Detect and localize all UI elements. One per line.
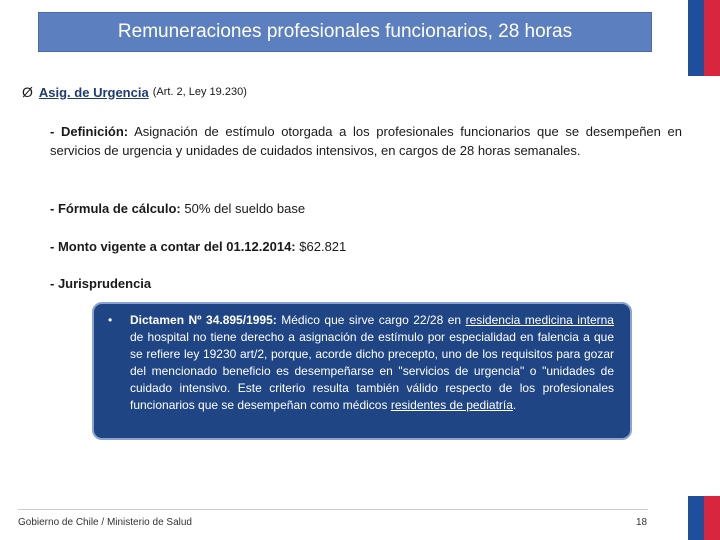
formula-label: - Fórmula de cálculo:: [50, 201, 181, 216]
dictamen-box: [92, 302, 632, 440]
monto-label: - Monto vigente a contar del 01.12.2014:: [50, 239, 296, 254]
definition-prefix: - Definición:: [50, 124, 129, 139]
jurisprudencia-heading: [50, 276, 151, 291]
main-point-label: Asig. de Urgencia: [38, 84, 149, 100]
formula-value: 50% del sueldo base: [184, 201, 306, 216]
page-number: 18: [636, 517, 648, 528]
slide-title: Remuneraciones profesionales funcionarios, 28 horas: [38, 12, 652, 52]
arrow-bullet-icon: Ø: [22, 84, 33, 100]
flag-red-stripe: [704, 0, 720, 76]
jurisprudencia-label: - Jurisprudencia: [50, 276, 152, 291]
footer-divider: [18, 509, 648, 510]
dictamen-end: .: [512, 398, 517, 412]
flag-blue-stripe: [688, 0, 704, 76]
monto-value: $62.821: [299, 239, 347, 254]
dictamen-text-1: Médico que sirve cargo 22/28 en: [281, 313, 462, 327]
flag-bottom-decoration: [688, 496, 720, 540]
monto-line: [50, 239, 346, 254]
formula-line: [50, 201, 305, 216]
definition-paragraph: [50, 122, 682, 160]
footer-org: Gobierno de Chile / Ministerio de Salud: [18, 517, 192, 528]
flag-red-stripe-bottom: [704, 496, 720, 540]
main-point-ref: (Art. 2, Ley 19.230): [152, 86, 247, 98]
dictamen-link-residencia[interactable]: residencia medicina interna: [465, 313, 614, 327]
definition-text: Asignación de estímulo otorgada a los profesionales funcionarios que se desempeñen en servicios de urgencia y unidades de cuidados intensivos, en cargos de 28 horas semanales.: [50, 124, 682, 158]
flag-top-decoration: [688, 0, 720, 76]
flag-blue-stripe-bottom: [688, 496, 704, 540]
dictamen-title: Dictamen Nº 34.895/1995:: [130, 313, 277, 327]
dictamen-link-pediatria[interactable]: residentes de pediatría: [390, 398, 513, 412]
main-point: [22, 84, 247, 100]
dictamen-text-2: de hospital no tiene derecho a asignación de estímulo por especialidad en falencia a que se refiere ley 19230 art/2, porque, acorde dicho precepto, uno de los requisitos para gozar del mencionado beneficio es desempeñarse en "servicios de urgencia" o "unidades de cuidado intensivo. Este criterio resulta también válido respecto de los profesionales funcionarios que se desempeñan como médicos: [130, 330, 614, 412]
bullet-icon: •: [108, 313, 113, 327]
